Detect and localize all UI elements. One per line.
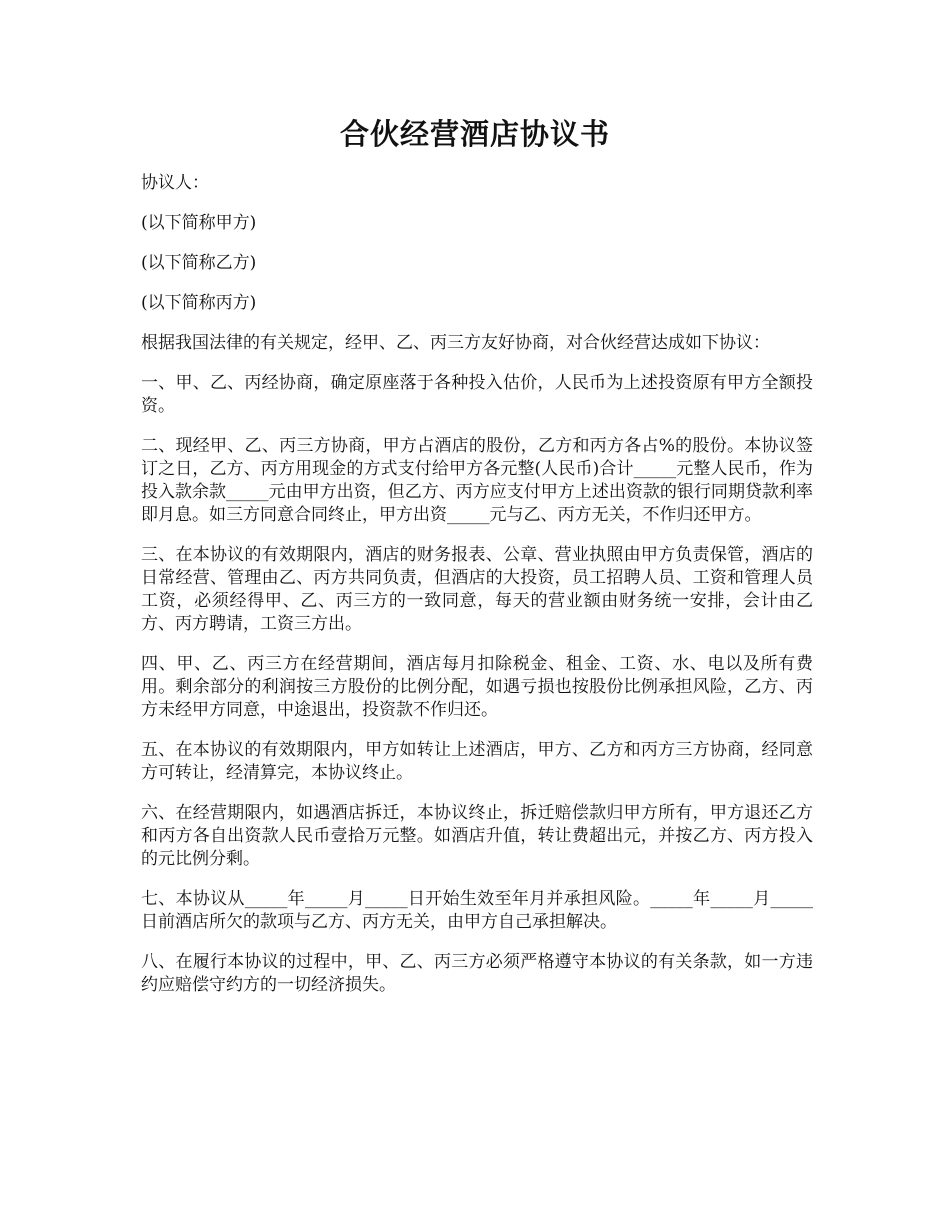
parties-label: 协议人： <box>141 173 209 193</box>
clause-2: 二、现经甲、乙、丙三方协商，甲方占酒店的股份，乙方和丙方各占%的股份。本协议签订之日，乙方、丙方用现金的方式支付给甲方各元整(人民币)合计_____元整人民币，作为投入款余款_____元由甲方出资，但乙方、丙方应支付甲方上述出资款的银行同期贷款利率即月息。如三方同意合同终止，甲方出资_____元与乙、丙方无关，不作归还甲方。 <box>141 436 813 525</box>
party-c-line: (以下简称丙方) <box>141 293 257 313</box>
clause-1: 一、甲、乙、丙经协商，确定原座落于各种投入估价，人民币为上述投资原有甲方全额投资。 <box>141 373 813 416</box>
clause-5: 五、在本协议的有效期限内，甲方如转让上述酒店，甲方、乙方和丙方三方协商，经同意方可转让，经清算完，本协议终止。 <box>141 740 813 783</box>
party-b-line: (以下简称乙方) <box>141 253 257 273</box>
document-body <box>141 172 813 1014</box>
clause-3: 三、在本协议的有效期限内，酒店的财务报表、公章、营业执照由甲方负责保管，酒店的日常经营、管理由乙、丙方共同负责，但酒店的大投资，员工招聘人员、工资和管理人员工资，必须经得甲、乙、丙三方的一致同意，每天的营业额由财务统一安排，会计由乙方、丙方聘请，工资三方出。 <box>141 545 813 634</box>
clause-4: 四、甲、乙、丙三方在经营期间，酒店每月扣除税金、租金、工资、水、电以及所有费用。剩余部分的利润按三方股份的比例分配，如遇亏损也按股份比例承担风险，乙方、丙方未经甲方同意，中途退出，投资款不作归还。 <box>141 654 813 720</box>
preamble-paragraph: 根据我国法律的有关规定，经甲、乙、丙三方友好协商，对合伙经营达成如下协议： <box>141 333 770 353</box>
clause-6: 六、在经营期限内，如遇酒店拆迁，本协议终止，拆迁赔偿款归甲方所有，甲方退还乙方和丙方各自出资款人民币壹拾万元整。如酒店升值，转让费超出元，并按乙方、丙方投入的元比例分剩。 <box>141 803 813 869</box>
clause-7: 七、本协议从_____年_____月_____日开始生效至年月并承担风险。_____年_____月_____日前酒店所欠的款项与乙方、丙方无关，由甲方自己承担解决。 <box>141 889 813 932</box>
document-title: 合伙经营酒店协议书 <box>339 117 610 151</box>
clause-8: 八、在履行本协议的过程中，甲、乙、丙三方必须严格遵守本协议的有关条款，如一方违约应赔偿守约方的一切经济损失。 <box>141 952 813 995</box>
party-a-line: (以下简称甲方) <box>141 213 257 233</box>
